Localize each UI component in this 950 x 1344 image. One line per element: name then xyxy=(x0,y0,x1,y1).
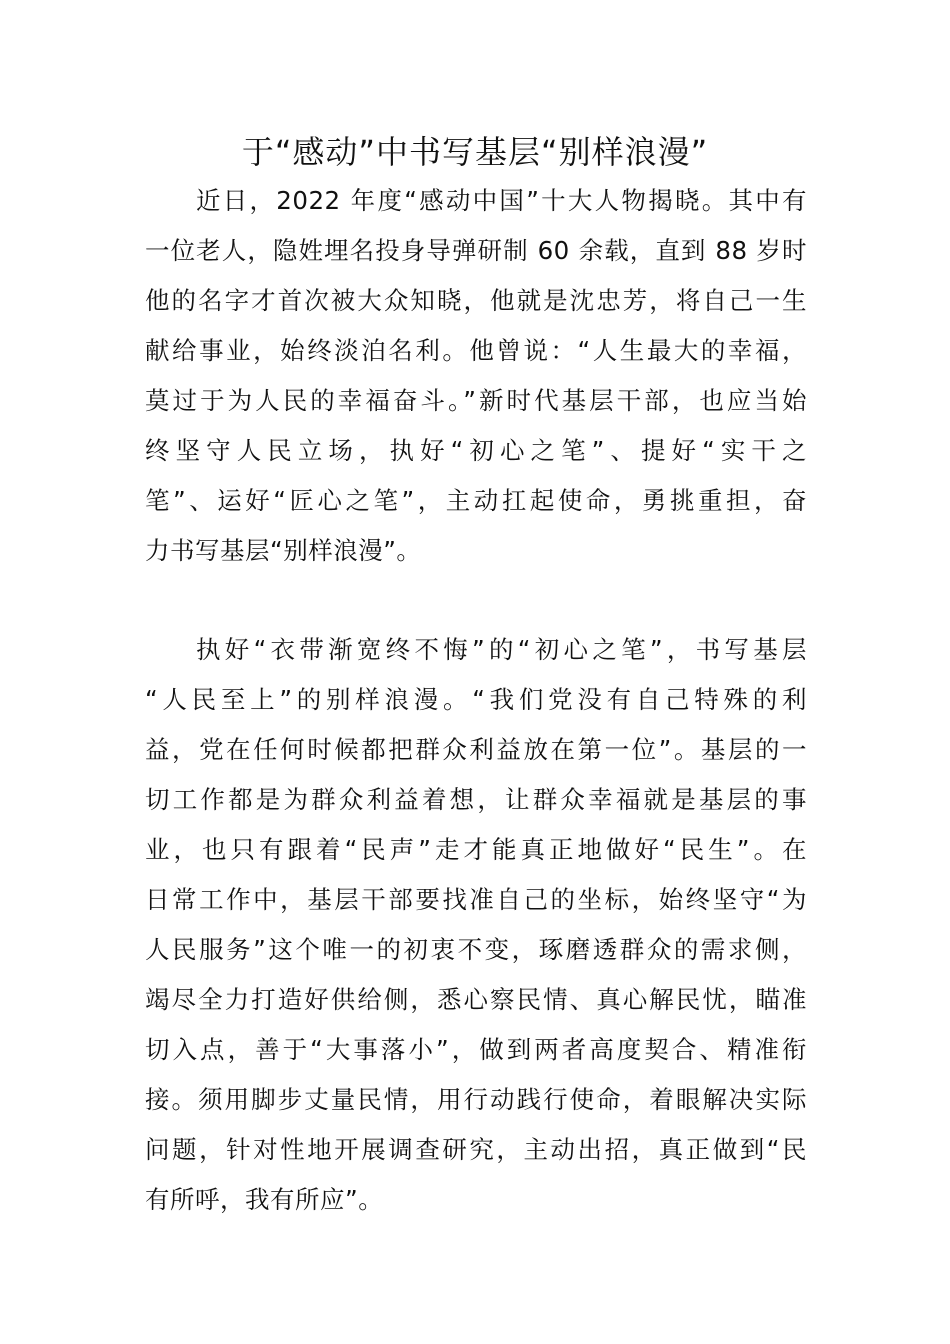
paragraph-line: 执好“衣带渐宽终不悔”的“初心之笔”，书写基层 xyxy=(196,635,807,664)
paragraph-line: 问题，针对性地开展调查研究，主动出招，真正做到“民 xyxy=(145,1135,807,1164)
paragraph-line: 益，党在任何时候都把群众利益放在第一位”。基层的一 xyxy=(145,735,807,764)
paragraph-line: 终坚守人民立场，执好“初心之笔”、提好“实干之 xyxy=(145,436,807,465)
paragraph-line: 切工作都是为群众利益着想，让群众幸福就是基层的事 xyxy=(145,785,807,814)
paragraph-line: 人民服务”这个唯一的初衷不变，琢磨透群众的需求侧， xyxy=(145,935,807,964)
paragraph-line: 竭尽全力打造好供给侧，悉心察民情、真心解民忧，瞄准 xyxy=(145,985,807,1014)
paragraph-line: 献给事业，始终淡泊名利。他曾说：“人生最大的幸福， xyxy=(145,336,807,365)
paragraph-line: 一位老人，隐姓埋名投身导弹研制 60 余载，直到 88 岁时 xyxy=(145,236,807,265)
document-title: 于“感动”中书写基层“别样浪漫” xyxy=(241,133,709,171)
paragraph-line: 莫过于为人民的幸福奋斗。”新时代基层干部，也应当始 xyxy=(145,386,807,415)
paragraph-line: 有所呼，我有所应”。 xyxy=(145,1185,384,1214)
paragraph-line: 笔”、运好“匠心之笔”，主动扛起使命，勇挑重担，奋 xyxy=(145,486,807,515)
paragraph-line: 近日，2022 年度“感动中国”十大人物揭晓。其中有 xyxy=(196,186,807,215)
paragraph-line: 接。须用脚步丈量民情，用行动践行使命，着眼解决实际 xyxy=(145,1085,807,1114)
paragraph-line: 力书写基层“别样浪漫”。 xyxy=(145,536,422,565)
paragraph-1 xyxy=(145,176,807,576)
paragraph-line: 切入点，善于“大事落小”，做到两者高度契合、精准衔 xyxy=(145,1035,807,1064)
paragraph-line: 业，也只有跟着“民声”走才能真正地做好“民生”。在 xyxy=(145,835,807,864)
paragraph-line: “人民至上”的别样浪漫。“我们党没有自己特殊的利 xyxy=(145,685,807,714)
paragraph-line: 日常工作中，基层干部要找准自己的坐标，始终坚守“为 xyxy=(145,885,807,914)
paragraph-line: 他的名字才首次被大众知晓，他就是沈忠芳，将自己一生 xyxy=(145,286,807,315)
paragraph-2 xyxy=(145,625,807,1225)
